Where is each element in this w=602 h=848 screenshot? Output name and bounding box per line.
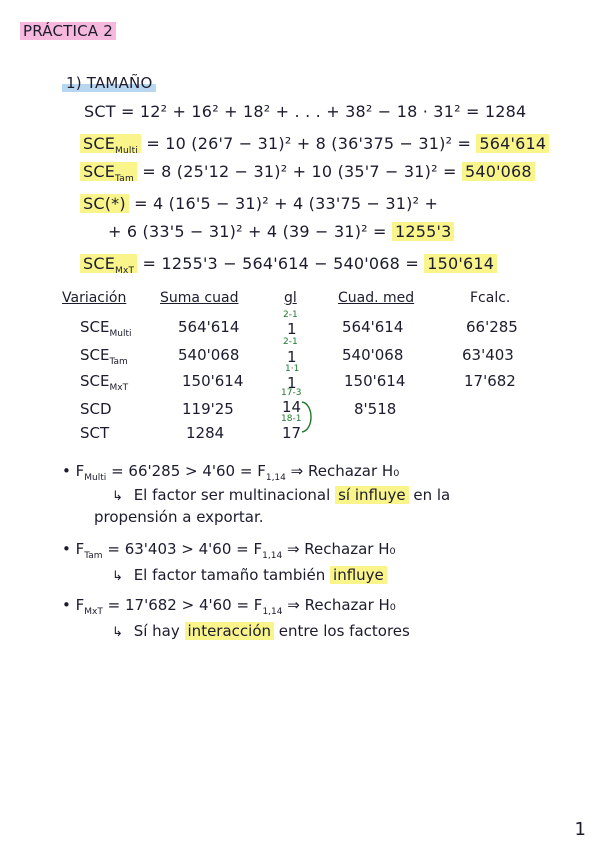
sce-multi-result: 564'614	[476, 134, 549, 153]
sce-tam-label: $SCE_{Tam}$	[80, 162, 137, 181]
sc-star-label: SC(*)	[80, 194, 129, 213]
arrow-icon: ↳	[112, 569, 123, 584]
table-row-1-gl: 1	[287, 320, 297, 338]
table-row-5-suma: 1284	[186, 424, 225, 442]
page-title-text: PRÁCTICA 2	[20, 22, 116, 40]
table-row-2-suma: 540'068	[178, 346, 240, 364]
table-row-2-f: 63'403	[462, 346, 514, 364]
sce-mxt-label: $SCE_{MxT}$	[80, 254, 137, 273]
sc-star-rhs: = 4 (16'5 − 31)² + 4 (33'75 − 31)² +	[134, 194, 439, 213]
conclusion-1-note: ↳ El factor ser multinacional sí influye en la	[112, 486, 451, 504]
table-row-5-var: SCT	[80, 424, 110, 442]
table-row-2-med: 540'068	[342, 346, 404, 364]
conclusion-3-note: ↳ Sí hay interacción entre los factores	[112, 622, 410, 640]
page-title	[20, 22, 116, 40]
arrow-icon: ↳	[112, 489, 123, 504]
table-row-3-med: 150'614	[344, 372, 406, 390]
section-title-text: 1) TAMAÑO	[62, 74, 156, 92]
table-header-variacion: Variación	[62, 290, 127, 306]
sce-multi-rhs: = 10 (26'7 − 31)² + 8 (36'375 − 31)² =	[146, 134, 472, 153]
conclusion-1: • $F_{Multi} = 66'285 > 4'60 = F_{1,14}$ ⇒ Rechazar H₀	[62, 462, 400, 483]
equation-sce-tam	[80, 162, 535, 184]
table-row-4-gl-note: 17-3	[281, 388, 302, 398]
table-row-3-var: $SCE_{MxT}$	[80, 372, 129, 393]
table-row-1-f: 66'285	[466, 318, 518, 336]
table-row-5-gl-note: 18-1	[281, 414, 302, 424]
table-row-1-suma: 564'614	[178, 318, 240, 336]
table-row-1-gl-note: 2-1	[283, 310, 298, 320]
table-header-cuad-med: Cuad. med	[338, 290, 415, 306]
equation-sc-star-cont	[108, 222, 454, 241]
conclusion-3: • $F_{MxT} = 17'682 > 4'60 = F_{1,14}$ ⇒ Rechazar H₀	[62, 596, 396, 617]
sce-multi-label: $SCE_{Multi}$	[80, 134, 141, 153]
table-row-3-f: 17'682	[464, 372, 516, 390]
table-row-2-gl-note: 2-1	[283, 337, 298, 347]
table-row-4-med: 8'518	[354, 400, 397, 418]
equation-sc-star	[80, 194, 438, 213]
table-header-suma: Suma cuad	[160, 290, 239, 306]
conclusion-1-note-cont: propensión a exportar.	[94, 508, 264, 526]
equation-sct-text: SCT = 12² + 16² + 18² + . . . + 38² − 18 · 31² = 1284	[84, 102, 527, 121]
gl-brace-icon	[300, 400, 320, 434]
equation-sct	[84, 102, 526, 121]
table-row-4-var: SCD	[80, 400, 112, 418]
table-row-2-var: $SCE_{Tam}$	[80, 346, 128, 367]
conclusion-2-note: ↳ El factor tamaño también influye	[112, 566, 387, 584]
sc-star-result: 1255'3	[392, 222, 455, 241]
table-row-3-gl-note: 1·1	[285, 364, 300, 374]
table-row-1-med: 564'614	[342, 318, 404, 336]
equation-sce-mxt	[80, 254, 497, 276]
table-row-3-gl: 1	[287, 374, 297, 392]
table-row-4-gl: 14	[282, 398, 302, 416]
bullet-icon: •	[62, 540, 71, 558]
table-row-1-var: $SCE_{Multi}$	[80, 318, 132, 339]
bullet-icon: •	[62, 462, 71, 480]
table-header-gl: gl	[284, 290, 297, 306]
sce-mxt-rhs: = 1255'3 − 564'614 − 540'068 =	[142, 254, 419, 273]
sc-star-cont: + 6 (33'5 − 31)² + 4 (39 − 31)² =	[108, 222, 387, 241]
table-row-5-gl: 17	[282, 424, 302, 442]
section-title	[62, 74, 156, 92]
conclusion-2: • $F_{Tam} = 63'403 > 4'60 = F_{1,14}$ ⇒ Rechazar H₀	[62, 540, 396, 561]
arrow-icon: ↳	[112, 625, 123, 640]
sce-mxt-result: 150'614	[424, 254, 497, 273]
table-row-2-gl: 1	[287, 348, 297, 366]
table-row-3-suma: 150'614	[182, 372, 244, 390]
bullet-icon: •	[62, 596, 71, 614]
page-number: 1	[574, 819, 586, 840]
sce-tam-result: 540'068	[462, 162, 535, 181]
equation-sce-multi	[80, 134, 549, 156]
sce-tam-rhs: = 8 (25'12 − 31)² + 10 (35'7 − 31)² =	[142, 162, 457, 181]
table-header-fcalc: Fcalc.	[470, 290, 511, 306]
table-row-4-suma: 119'25	[182, 400, 234, 418]
